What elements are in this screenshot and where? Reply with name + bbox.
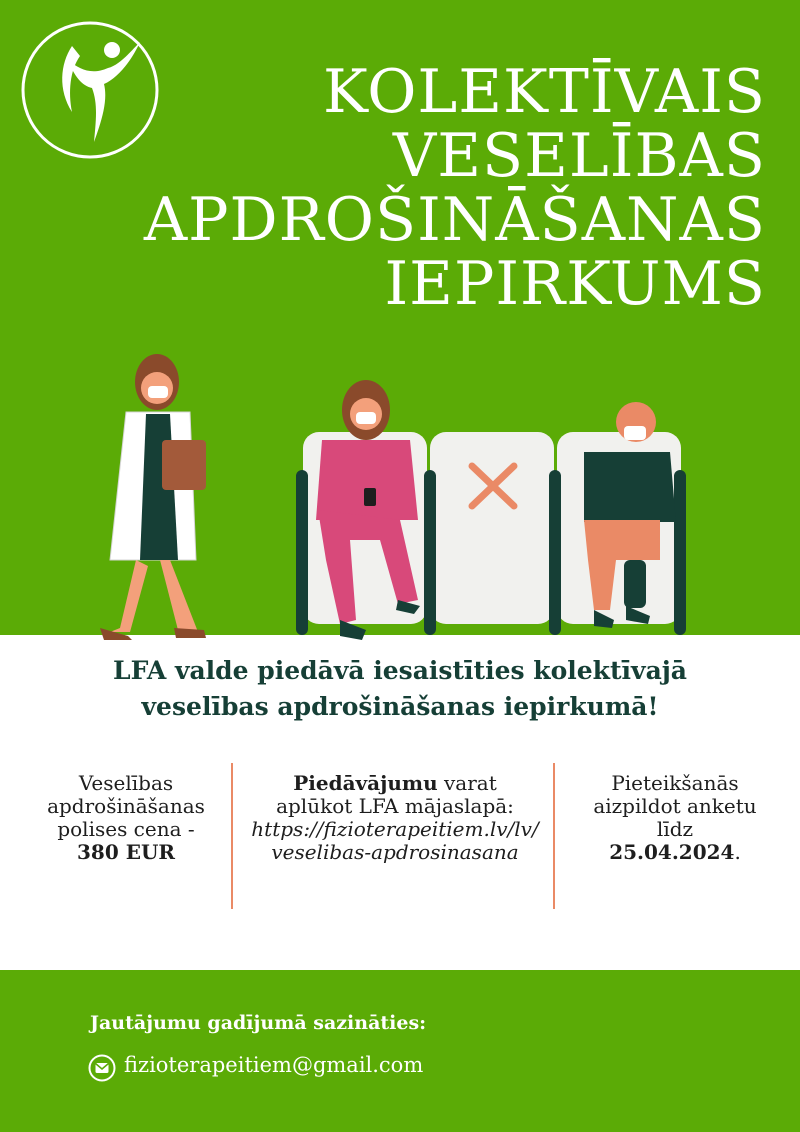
offer-rest-text: varat	[437, 771, 497, 795]
doctor-figure	[100, 354, 206, 640]
price-value: 380 EUR	[76, 840, 176, 864]
offer-line	[240, 772, 550, 795]
offer-line-2: aplūkot LFA mājaslapā:	[276, 794, 514, 818]
offer-link-part-1[interactable]: https://fizioterapeitiem.lv/lv/	[251, 817, 539, 841]
headline	[40, 653, 760, 725]
deadline-text-line: Pieteikšanās	[611, 771, 739, 795]
page-title	[106, 57, 766, 319]
bottom-green-band	[0, 970, 800, 1132]
deadline-text-line: aizpildot anketu	[593, 794, 757, 818]
offer-bold-text: Piedāvājumu	[293, 771, 438, 795]
deadline-date-suffix: .	[734, 840, 741, 864]
title-line: VESELĪBAS	[392, 121, 766, 191]
deadline-text-line: līdz	[656, 817, 694, 841]
price-text-line: apdrošināšanas	[47, 794, 205, 818]
deadline-column	[575, 772, 775, 864]
offer-link-part-2[interactable]: veselibas-apdrosinasana	[271, 840, 519, 864]
price-text-line: polises cena -	[57, 817, 195, 841]
deadline-date-line	[575, 841, 775, 864]
envelope-icon	[88, 1054, 116, 1082]
column-divider	[553, 763, 555, 909]
title-line: IEPIRKUMS	[384, 249, 766, 319]
column-divider	[231, 763, 233, 909]
title-line: KOLEKTĪVAIS	[323, 57, 766, 127]
contact-email[interactable]: fizioterapeitiem@gmail.com	[124, 1053, 424, 1077]
offer-column	[240, 772, 550, 864]
title-line: APDROŠINĀŠANAS	[143, 185, 766, 255]
price-text-line: Veselības	[78, 771, 174, 795]
waiting-room-illustration	[0, 340, 800, 640]
headline-line: LFA valde piedāvā iesaistīties kolektīvajā	[112, 656, 688, 685]
contact-title: Jautājumu gadījumā sazināties:	[90, 1012, 427, 1034]
headline-line: veselības apdrošināšanas iepirkumā!	[141, 692, 659, 721]
price-column	[36, 772, 216, 864]
deadline-date: 25.04.2024	[609, 840, 735, 864]
